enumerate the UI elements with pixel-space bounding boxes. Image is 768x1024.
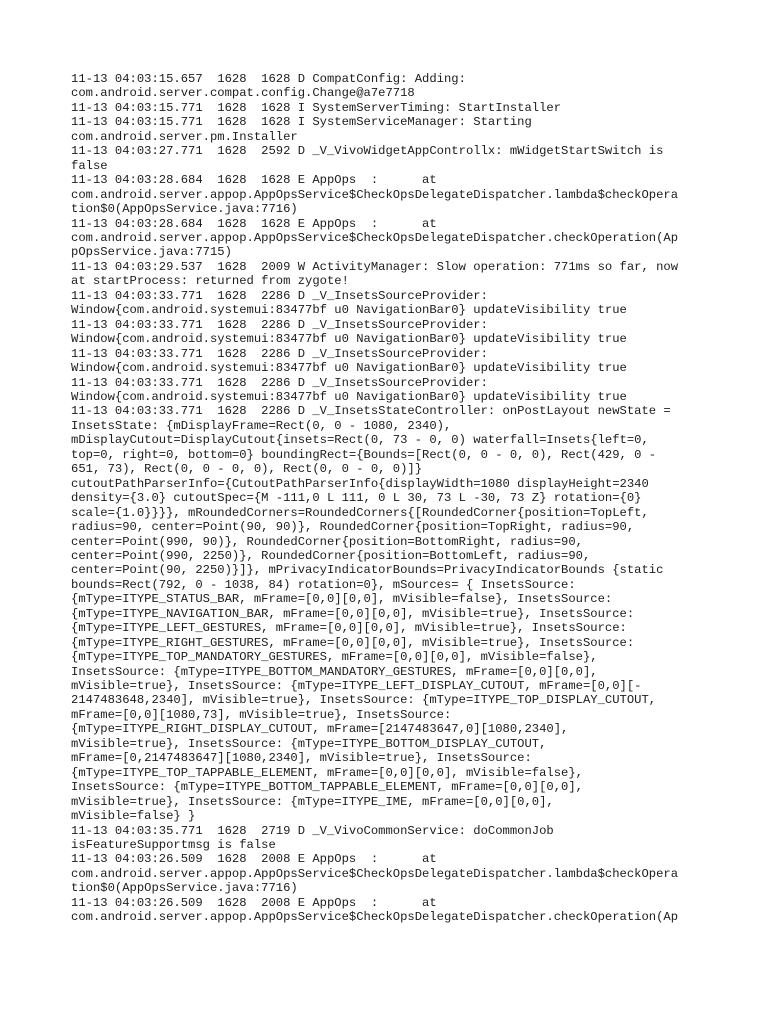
log-line: Window{com.android.systemui:83477bf u0 NavigationBar0} updateVisibility true	[71, 303, 627, 318]
log-line: mDisplayCutout=DisplayCutout{insets=Rect(0, 73 - 0, 0) waterfall=Insets{left=0,	[71, 433, 649, 448]
log-line: InsetsSource: {mType=ITYPE_BOTTOM_MANDATORY_GESTURES, mFrame=[0,0][0,0],	[71, 664, 598, 679]
log-line: {mType=ITYPE_LEFT_GESTURES, mFrame=[0,0][0,0], mVisible=true}, InsetsSource:	[71, 621, 627, 636]
log-line: {mType=ITYPE_TOP_TAPPABLE_ELEMENT, mFrame=[0,0][0,0], mVisible=false},	[71, 765, 583, 780]
log-line: {mType=ITYPE_STATUS_BAR, mFrame=[0,0][0,0], mVisible=false}, InsetsSource:	[71, 592, 613, 607]
log-line: 11-13 04:03:29.537 1628 2009 W ActivityManager: Slow operation: 771ms so far, now	[71, 259, 679, 274]
log-line: com.android.server.appop.AppOpsService$CheckOpsDelegateDispatcher.checkOperation(Ap	[71, 230, 679, 245]
log-line: tion$0(AppOpsService.java:7716)	[71, 881, 298, 896]
log-line: 11-13 04:03:27.771 1628 2592 D _V_VivoWidgetAppControllx: mWidgetStartSwitch is	[71, 144, 664, 159]
log-line: com.android.server.appop.AppOpsService$CheckOpsDelegateDispatcher.lambda$checkOpera	[71, 187, 679, 202]
log-line: 651, 73), Rect(0, 0 - 0, 0), Rect(0, 0 - 0, 0)]}	[71, 462, 423, 477]
log-line: bounds=Rect(792, 0 - 1038, 84) rotation=0}, mSources= { InsetsSource:	[71, 577, 576, 592]
log-line: center=Point(990, 2250)}, RoundedCorner{position=BottomLeft, radius=90,	[71, 548, 591, 563]
log-line: 11-13 04:03:28.684 1628 1628 E AppOps : at	[71, 216, 437, 231]
log-line: InsetsState: {mDisplayFrame=Rect(0, 0 - 1080, 2340),	[71, 418, 452, 433]
log-line: 11-13 04:03:33.771 1628 2286 D _V_InsetsSourceProvider:	[71, 317, 488, 332]
log-line: 11-13 04:03:15.657 1628 1628 D CompatConfig: Adding:	[71, 72, 466, 86]
log-line: 11-13 04:03:15.771 1628 1628 I SystemServiceManager: Starting	[71, 115, 532, 130]
log-line: false	[71, 158, 108, 173]
log-line: 11-13 04:03:33.771 1628 2286 D _V_InsetsSourceProvider:	[71, 375, 488, 390]
log-line: 11-13 04:03:33.771 1628 2286 D _V_InsetsStateController: onPostLayout newState =	[71, 404, 671, 419]
log-line: mVisible=true}, InsetsSource: {mType=ITYPE_IME, mFrame=[0,0][0,0],	[71, 794, 554, 809]
log-line: com.android.server.compat.config.Change@a7e7718	[71, 86, 415, 101]
log-line: pOpsService.java:7715)	[71, 245, 232, 260]
log-line: 11-13 04:03:26.509 1628 2008 E AppOps : at	[71, 852, 437, 867]
log-line: top=0, right=0, bottom=0} boundingRect={Bounds=[Rect(0, 0 - 0, 0), Rect(429, 0 -	[71, 447, 657, 462]
log-line: com.android.server.pm.Installer	[71, 129, 298, 144]
log-line: com.android.server.appop.AppOpsService$CheckOpsDelegateDispatcher.checkOperation(Ap	[71, 910, 679, 925]
log-line: InsetsSource: {mType=ITYPE_BOTTOM_TAPPABLE_ELEMENT, mFrame=[0,0][0,0],	[71, 780, 583, 795]
log-line: at startProcess: returned from zygote!	[71, 274, 349, 289]
log-line: center=Point(90, 2250)}]}, mPrivacyIndicatorBounds=PrivacyIndicatorBounds {static	[71, 563, 664, 578]
log-line: 11-13 04:03:26.509 1628 2008 E AppOps : at	[71, 895, 437, 910]
log-output	[71, 72, 711, 925]
log-line: 11-13 04:03:35.771 1628 2719 D _V_VivoCommonService: doCommonJob	[71, 823, 554, 838]
log-line: 2147483648,2340], mVisible=true}, InsetsSource: {mType=ITYPE_TOP_DISPLAY_CUTOUT,	[71, 693, 657, 708]
log-line: isFeatureSupportmsg is false	[71, 838, 276, 853]
log-line: 11-13 04:03:15.771 1628 1628 I SystemServerTiming: StartInstaller	[71, 100, 562, 115]
log-line: {mType=ITYPE_TOP_MANDATORY_GESTURES, mFrame=[0,0][0,0], mVisible=false},	[71, 650, 598, 665]
log-line: scale={1.0}}}}, mRoundedCorners=RoundedCorners{[RoundedCorner{position=TopLeft,	[71, 505, 649, 520]
log-line: mFrame=[0,0][1080,73], mVisible=true}, InsetsSource:	[71, 707, 452, 722]
log-line: density={3.0} cutoutSpec={M -111,0 L 111, 0 L 30, 73 L -30, 73 Z} rotation={0}	[71, 491, 642, 506]
log-line: 11-13 04:03:33.771 1628 2286 D _V_InsetsSourceProvider:	[71, 346, 488, 361]
log-line: {mType=ITYPE_RIGHT_GESTURES, mFrame=[0,0][0,0], mVisible=true}, InsetsSource:	[71, 635, 635, 650]
log-line: 11-13 04:03:33.771 1628 2286 D _V_InsetsSourceProvider:	[71, 288, 488, 303]
log-line: {mType=ITYPE_RIGHT_DISPLAY_CUTOUT, mFrame=[2147483647,0][1080,2340],	[71, 722, 569, 737]
log-line: Window{com.android.systemui:83477bf u0 NavigationBar0} updateVisibility true	[71, 361, 627, 376]
log-line: cutoutPathParserInfo={CutoutPathParserInfo{displayWidth=1080 displayHeight=2340	[71, 476, 649, 491]
log-line: 11-13 04:03:28.684 1628 1628 E AppOps : at	[71, 173, 437, 188]
log-line: radius=90, center=Point(90, 90)}, RoundedCorner{position=TopRight, radius=90,	[71, 520, 635, 535]
log-line: mVisible=true}, InsetsSource: {mType=ITYPE_BOTTOM_DISPLAY_CUTOUT,	[71, 736, 547, 751]
log-line: tion$0(AppOpsService.java:7716)	[71, 202, 298, 217]
log-line: mVisible=false} }	[71, 809, 196, 824]
log-line: center=Point(990, 90)}, RoundedCorner{position=BottomRight, radius=90,	[71, 534, 583, 549]
log-line: Window{com.android.systemui:83477bf u0 NavigationBar0} updateVisibility true	[71, 332, 627, 347]
log-line: mVisible=true}, InsetsSource: {mType=ITYPE_LEFT_DISPLAY_CUTOUT, mFrame=[0,0][-	[71, 679, 642, 694]
log-line: Window{com.android.systemui:83477bf u0 NavigationBar0} updateVisibility true	[71, 389, 627, 404]
log-line: mFrame=[0,2147483647][1080,2340], mVisible=true}, InsetsSource:	[71, 751, 532, 766]
log-line: {mType=ITYPE_NAVIGATION_BAR, mFrame=[0,0][0,0], mVisible=true}, InsetsSource:	[71, 606, 635, 621]
log-line: com.android.server.appop.AppOpsService$CheckOpsDelegateDispatcher.lambda$checkOpera	[71, 866, 679, 881]
